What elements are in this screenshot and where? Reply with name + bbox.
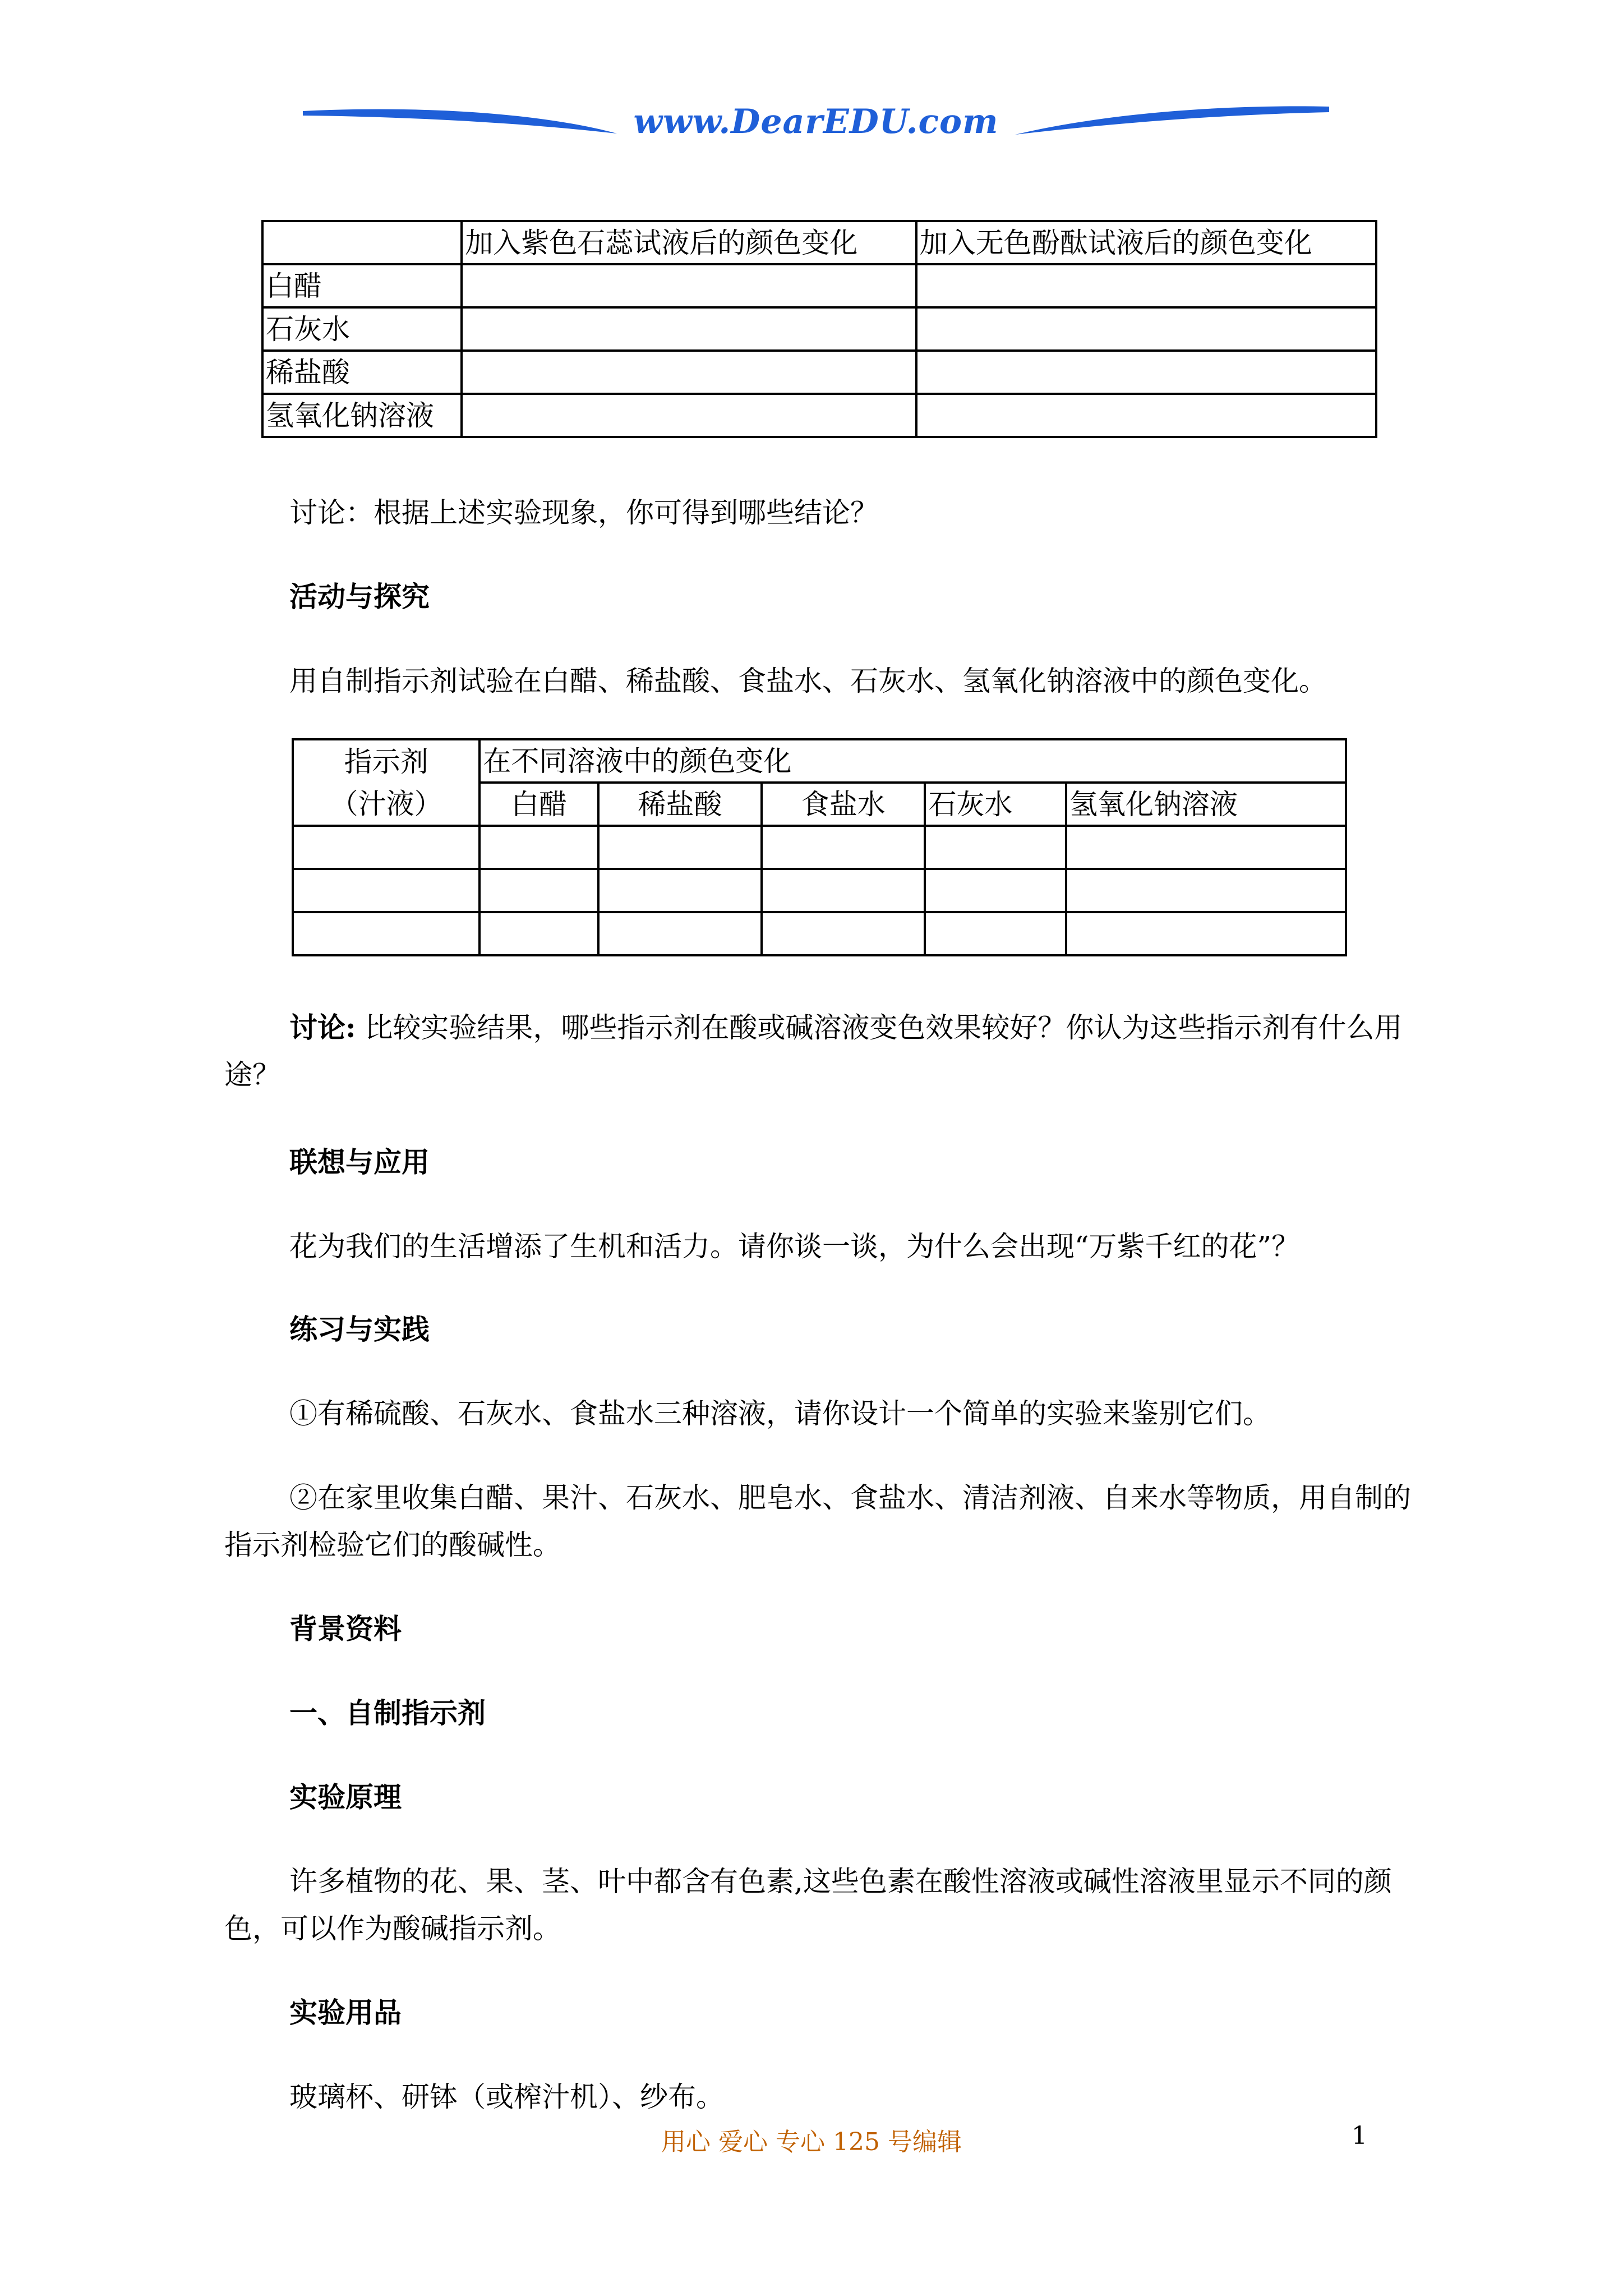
discussion-1: 讨论：根据上述实验现象，你可得到哪些结论？ xyxy=(289,496,878,529)
heading-activity: 活动与探究 xyxy=(289,580,430,613)
indicator-header-line1: 指示剂 xyxy=(293,739,479,783)
table-cell xyxy=(925,869,1066,912)
table-row xyxy=(262,264,1376,307)
table-cell xyxy=(762,912,925,955)
table-cell xyxy=(762,826,925,869)
row-label: 稀盐酸 xyxy=(262,351,462,394)
discussion-label: 讨论: xyxy=(289,1011,356,1044)
table-header-cell xyxy=(262,221,462,264)
activity-text: 用自制指示剂试验在白醋、稀盐酸、食盐水、石灰水、氢氧化钠溶液中的颜色变化。 xyxy=(289,665,1327,697)
table-cell xyxy=(598,826,762,869)
table-row xyxy=(262,307,1376,351)
table-cell xyxy=(762,869,925,912)
table-cell xyxy=(916,351,1376,394)
homemade-indicator-table xyxy=(292,738,1347,956)
table-header-row xyxy=(262,221,1376,264)
solution-header: 石灰水 xyxy=(925,783,1066,826)
discussion-text: 比较实验结果，哪些指示剂在酸或碱溶液变色效果较好？你认为这些指示剂有什么用途？ xyxy=(224,1011,1403,1091)
row-label: 石灰水 xyxy=(262,307,462,351)
table-cell xyxy=(916,394,1376,437)
logo-text: www.DearEDU.com xyxy=(633,102,999,141)
indicator-table xyxy=(261,220,1377,438)
table-header-row xyxy=(293,739,1346,783)
table-subheader-row xyxy=(293,783,1346,826)
row-label: 氢氧化钠溶液 xyxy=(262,394,462,437)
table-cell xyxy=(925,912,1066,955)
indicator-header-line2: （汁液） xyxy=(293,783,479,826)
association-text: 花为我们的生活增添了生机和活力。请你谈一谈，为什么会出现“万紫千红的花”？ xyxy=(289,1230,1300,1263)
solution-header: 食盐水 xyxy=(762,783,925,826)
table-row xyxy=(262,351,1376,394)
table-row xyxy=(293,912,1346,955)
principle-text: 许多植物的花、果、茎、叶中都含有色素,这些色素在酸性溶液或碱性溶液里显示不同的颜色，可以作为酸碱指示剂。 xyxy=(224,1865,1392,1945)
solution-header: 白醋 xyxy=(479,783,598,826)
heading-materials: 实验用品 xyxy=(289,1996,402,2029)
table-cell xyxy=(1066,869,1346,912)
table-cell xyxy=(462,351,916,394)
span-header-cell: 在不同溶液中的颜色变化 xyxy=(479,739,1346,783)
table-cell xyxy=(293,869,479,912)
heading-background: 背景资料 xyxy=(289,1612,402,1645)
table-row xyxy=(293,869,1346,912)
solution-header: 稀盐酸 xyxy=(598,783,762,826)
table-cell xyxy=(479,826,598,869)
table-cell xyxy=(293,912,479,955)
practice-item-1: ①有稀硫酸、石灰水、食盐水三种溶液，请你设计一个简单的实验来鉴别它们。 xyxy=(289,1397,1271,1430)
table-cell xyxy=(462,264,916,307)
page-number: 1 xyxy=(1352,2122,1367,2150)
table-row xyxy=(262,394,1376,437)
heading-principle: 实验原理 xyxy=(289,1780,402,1814)
table-cell xyxy=(598,912,762,955)
materials-text: 玻璃杯、研钵（或榨汁机）、纱布。 xyxy=(289,2081,724,2113)
table-row xyxy=(293,826,1346,869)
table-cell xyxy=(925,826,1066,869)
table-cell xyxy=(462,394,916,437)
table-cell xyxy=(293,826,479,869)
table-cell xyxy=(916,307,1376,351)
footer-text: 用心 爱心 专心 125 号编辑 xyxy=(661,2128,962,2156)
table-header-cell: 加入紫色石蕊试液后的颜色变化 xyxy=(462,221,916,264)
row-label: 白醋 xyxy=(262,264,462,307)
table-cell xyxy=(479,869,598,912)
table-cell xyxy=(598,869,762,912)
table-cell xyxy=(462,307,916,351)
table-cell xyxy=(479,912,598,955)
table-cell xyxy=(1066,912,1346,955)
table-cell xyxy=(1066,826,1346,869)
heading-association: 联想与应用 xyxy=(289,1145,430,1179)
practice-item-2: ②在家里收集白醋、果汁、石灰水、肥皂水、食盐水、清洁剂液、自来水等物质，用自制的指示剂检验它们的酸碱性。 xyxy=(224,1481,1411,1561)
discussion-2 xyxy=(224,1004,1419,1098)
heading-practice: 练习与实践 xyxy=(289,1313,430,1346)
heading-homemade-indicator: 一、自制指示剂 xyxy=(289,1696,486,1729)
header-logo xyxy=(303,90,1329,151)
table-header-cell: 加入无色酚酞试液后的颜色变化 xyxy=(916,221,1376,264)
table-cell xyxy=(916,264,1376,307)
solution-header: 氢氧化钠溶液 xyxy=(1066,783,1346,826)
